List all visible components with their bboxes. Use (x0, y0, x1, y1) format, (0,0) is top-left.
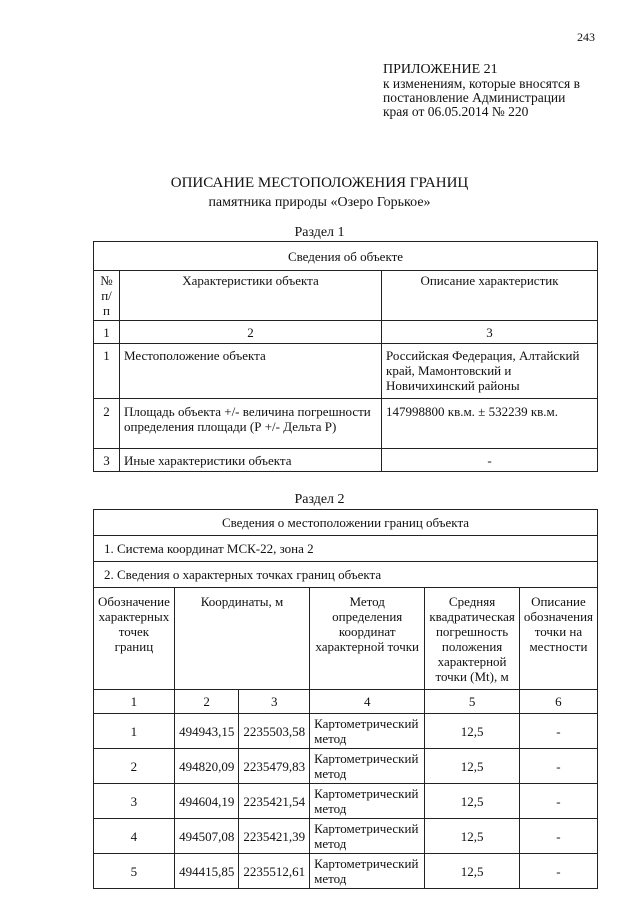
table-row (94, 784, 598, 819)
table-row (94, 749, 598, 784)
appendix-line: постановление Администрации (383, 90, 566, 105)
document-title (0, 174, 639, 212)
table-row (94, 714, 598, 749)
appendix-line: края от 06.05.2014 № 220 (383, 104, 529, 119)
column-number: 5 (425, 690, 520, 714)
row-number: 2 (94, 399, 120, 449)
column-header-number: № п/п (94, 271, 120, 321)
page-number: 243 (577, 30, 595, 44)
point-y: 2235479,83 (239, 749, 310, 784)
appendix-line: к изменениям, которые вносятся в (383, 76, 581, 91)
column-header-error: Средняя квадратическая погрешность положения характерной точки (Mt), м (425, 588, 520, 690)
point-x: 494943,15 (174, 714, 239, 749)
point-marking: - (519, 714, 597, 749)
point-mt: 12,5 (425, 714, 520, 749)
section-1-label: Раздел 1 (294, 225, 345, 240)
column-number: 2 (174, 690, 239, 714)
row-number: 3 (94, 449, 120, 472)
point-marking: - (519, 854, 597, 889)
point-x: 494604,19 (174, 784, 239, 819)
point-marking: - (519, 819, 597, 854)
point-number: 4 (94, 819, 175, 854)
column-header-marking: Описание обозначения точки на местности (519, 588, 597, 690)
row-description: Российская Федерация, Алтайский край, Мамонтовский и Новичихинский районы (382, 344, 598, 399)
point-y: 2235421,39 (239, 819, 310, 854)
title-line-1: ОПИСАНИЕ МЕСТОПОЛОЖЕНИЯ ГРАНИЦ (170, 175, 469, 191)
column-number: 1 (94, 690, 175, 714)
row-description: 147998800 кв.м. ± 532239 кв.м. (382, 399, 598, 449)
point-method: Картометрический метод (310, 854, 425, 889)
point-number: 1 (94, 714, 175, 749)
point-method: Картометрический метод (310, 819, 425, 854)
table-heading: Сведения о местоположении границ объекта (94, 510, 598, 536)
point-x: 494507,08 (174, 819, 239, 854)
row-characteristic: Местоположение объекта (120, 344, 382, 399)
point-mt: 12,5 (425, 854, 520, 889)
boundary-points-table (93, 509, 598, 889)
table-row (94, 449, 598, 472)
column-number: 4 (310, 690, 425, 714)
point-mt: 12,5 (425, 749, 520, 784)
column-number: 3 (239, 690, 310, 714)
point-marking: - (519, 749, 597, 784)
table-row (94, 344, 598, 399)
point-x: 494415,85 (174, 854, 239, 889)
column-number: 3 (382, 321, 598, 344)
point-y: 2235421,54 (239, 784, 310, 819)
column-header-description: Описание характеристик (382, 271, 598, 321)
point-number: 3 (94, 784, 175, 819)
point-number: 2 (94, 749, 175, 784)
appendix-block (383, 63, 580, 119)
column-number: 2 (120, 321, 382, 344)
table-row (94, 819, 598, 854)
column-header-designation: Обозначение характерных точек границ (94, 588, 175, 690)
row-characteristic: Площадь объекта +/- величина погрешности определения площади (Р +/- Дельта Р) (120, 399, 382, 449)
point-method: Картометрический метод (310, 784, 425, 819)
column-number: 1 (94, 321, 120, 344)
point-number: 5 (94, 854, 175, 889)
point-y: 2235503,58 (239, 714, 310, 749)
point-mt: 12,5 (425, 819, 520, 854)
points-info-line: 2. Сведения о характерных точках границ объекта (94, 562, 598, 588)
section-2-label: Раздел 2 (294, 492, 345, 507)
column-number: 6 (519, 690, 597, 714)
column-header-characteristic: Характеристики объекта (120, 271, 382, 321)
row-description: - (382, 449, 598, 472)
point-x: 494820,09 (174, 749, 239, 784)
point-marking: - (519, 784, 597, 819)
coordinate-system-line: 1. Система координат МСК-22, зона 2 (94, 536, 598, 562)
row-number: 1 (94, 344, 120, 399)
row-characteristic: Иные характеристики объекта (120, 449, 382, 472)
table-heading: Сведения об объекте (94, 242, 598, 271)
table-row (94, 854, 598, 889)
point-mt: 12,5 (425, 784, 520, 819)
point-method: Картометрический метод (310, 749, 425, 784)
column-header-method: Метод определения координат характерной точки (310, 588, 425, 690)
object-info-table (93, 241, 598, 472)
point-method: Картометрический метод (310, 714, 425, 749)
appendix-heading: ПРИЛОЖЕНИЕ 21 (383, 62, 498, 77)
point-y: 2235512,61 (239, 854, 310, 889)
table-row (94, 399, 598, 449)
column-header-coordinates: Координаты, м (174, 588, 309, 690)
title-line-2: памятника природы «Озеро Горькое» (208, 195, 431, 210)
